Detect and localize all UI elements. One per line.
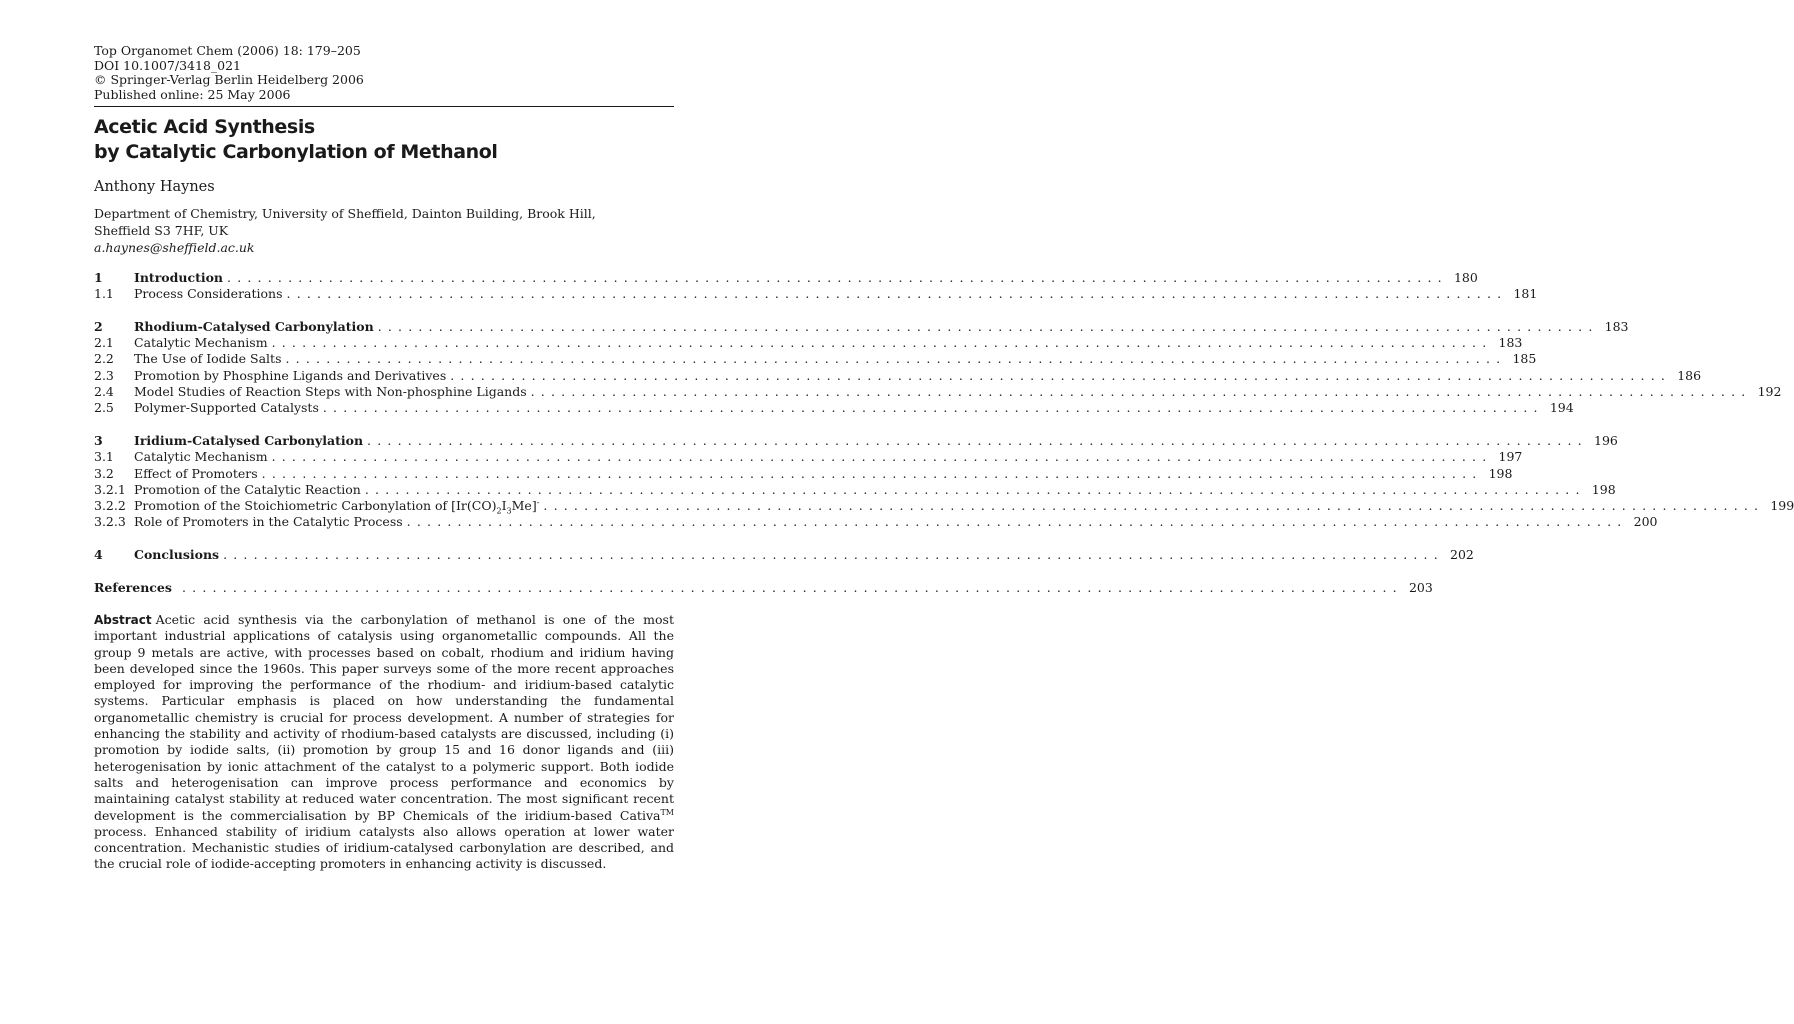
toc-title: Promotion by Phosphine Ligands and Derivatives	[134, 367, 447, 383]
toc-title: Conclusions	[134, 547, 220, 563]
subscript: 3	[506, 506, 512, 516]
toc-number: 2.4	[94, 384, 114, 400]
affiliation-line-1: Department of Chemistry, University of Sheffield, Dainton Building, Brook Hill,	[94, 206, 596, 221]
copyright: © Springer-Verlag Berlin Heidelberg 2006	[94, 72, 364, 87]
toc-leader: ........................................................................................................................	[227, 270, 1448, 285]
toc-title-part: I	[501, 498, 507, 514]
toc-number: 4	[94, 547, 103, 563]
toc-leader: ........................................................................................................................	[406, 514, 1628, 530]
header-rule	[94, 106, 674, 107]
toc-title: Process Considerations	[134, 286, 283, 302]
toc-page: 198	[1488, 465, 1513, 481]
author-name: Anthony Haynes	[94, 179, 215, 195]
toc-leader: ........................................................................................................................	[530, 384, 1752, 400]
toc-number: 3.1	[94, 449, 114, 465]
toc-title: References	[94, 579, 172, 595]
toc-entry[interactable]	[94, 351, 1537, 367]
toc-entry[interactable]	[94, 547, 1474, 563]
toc-spacer	[94, 417, 674, 433]
table-of-contents	[94, 270, 1794, 596]
abstract-label: Abstract	[94, 612, 152, 627]
toc-leader: ........................................................................................................................	[322, 400, 1544, 416]
toc-title	[134, 498, 543, 514]
toc-title: Iridium-Catalysed Carbonylation	[134, 432, 364, 448]
toc-title: Catalytic Mechanism	[134, 449, 268, 465]
toc-number: 2.1	[94, 335, 114, 351]
journal-citation: Top Organomet Chem (2006) 18: 179–205	[94, 43, 361, 58]
toc-entry[interactable]	[94, 498, 1794, 516]
paper-page	[94, 43, 1794, 873]
toc-page: 192	[1757, 384, 1782, 400]
toc-title: Catalytic Mechanism	[134, 335, 268, 351]
toc-leader: ........................................................................................................................	[261, 465, 1483, 481]
toc-spacer	[94, 303, 674, 319]
toc-entry[interactable]	[94, 318, 1629, 335]
toc-number: 2	[94, 318, 103, 334]
toc-page: 194	[1549, 400, 1574, 416]
toc-page: 197	[1498, 449, 1523, 465]
toc-entry[interactable]	[94, 579, 1433, 596]
journal-header	[94, 44, 674, 102]
toc-entry[interactable]	[94, 449, 1523, 465]
subscript: 2	[496, 506, 502, 516]
abstract	[94, 612, 674, 873]
toc-page: 200	[1633, 514, 1658, 530]
toc-leader: ........................................................................................................................	[286, 286, 1508, 302]
toc-number: 3.2.1	[94, 481, 126, 497]
toc-entry[interactable]	[94, 514, 1658, 530]
affiliation-line-2: Sheffield S3 7HF, UK	[94, 223, 229, 238]
toc-leader: ........................................................................................................................	[450, 367, 1672, 383]
toc-number: 1.1	[94, 286, 114, 302]
toc-entry[interactable]	[94, 400, 1574, 416]
toc-title: Effect of Promoters	[134, 465, 258, 481]
toc-page: 180	[1453, 270, 1478, 285]
toc-number: 2.3	[94, 367, 114, 383]
toc-title-part: Me]	[511, 498, 537, 514]
toc-number: 2.5	[94, 400, 114, 416]
toc-number: 3.2.2	[94, 498, 126, 514]
toc-title-part: Promotion of the Stoichiometric Carbonylation of [Ir(CO)	[134, 498, 497, 514]
toc-leader: ........................................................................................................................	[364, 481, 1586, 497]
toc-number: 3.2	[94, 465, 114, 481]
toc-title: Model Studies of Reaction Steps with Non-phosphine Ligands	[134, 384, 527, 400]
superscript: -	[536, 498, 540, 507]
toc-page: 199	[1770, 498, 1794, 514]
toc-page: 185	[1512, 351, 1537, 367]
toc-spacer	[94, 531, 674, 547]
toc-title: Rhodium-Catalysed Carbonylation	[134, 318, 374, 334]
toc-entry[interactable]	[94, 335, 1523, 351]
abstract-text-part-1: Acetic acid synthesis via the carbonylation of methanol is one of the most important industrial applications of catalysis using organometallic compounds. All the group 9 metals are active, with processes based on cobalt, rhodium and iridium having been developed since the 1960s. This paper surveys some of the more recent approaches employed for improving the performance of the rhodium- and iridium-based catalytic systems. Particular emphasis is placed on how understanding the fundamental organometallic chemistry is crucial for process development. A number of strategies for enhancing the stability and activity of rhodium-based catalysts are discussed, including (i) promotion by iodide salts, (ii) promotion by group 15 and 16 donor ligands and (iii) heterogenisation by ionic attachment of the catalyst to a polymeric support. Both iodide salts and heterogenisation can improve process performance and economics by maintaining catalyst stability at reduced water concentration. The most significant recent development is the commercialisation by BP Chemicals of the iridium-based Cativa	[94, 611, 674, 823]
toc-leader: ........................................................................................................................	[271, 335, 1493, 351]
toc-page: 203	[1408, 579, 1433, 595]
published-date: Published online: 25 May 2006	[94, 86, 291, 102]
paper-title	[94, 115, 674, 165]
toc-leader: ........................................................................................................................	[285, 351, 1507, 367]
title-line-1: Acetic Acid Synthesis	[94, 116, 315, 138]
toc-title: Introduction	[134, 270, 224, 285]
affiliation	[94, 205, 674, 256]
toc-page: 196	[1594, 432, 1618, 448]
toc-number: 3.2.3	[94, 514, 126, 530]
doi: DOI 10.1007/3418_021	[94, 57, 242, 73]
toc-page: 183	[1498, 335, 1523, 351]
toc-spacer	[94, 563, 674, 579]
toc-number: 2.2	[94, 351, 114, 367]
toc-page: 181	[1513, 286, 1538, 302]
toc-entry[interactable]	[94, 465, 1513, 482]
toc-entry[interactable]	[94, 270, 1478, 286]
toc-leader: ........................................................................................................................	[223, 547, 1444, 563]
toc-title: The Use of Iodide Salts	[134, 351, 282, 367]
author-email[interactable]: a.haynes@sheffield.ac.uk	[94, 240, 255, 255]
trademark-superscript: TM	[660, 807, 674, 817]
toc-leader: ........................................................................................................................	[182, 579, 1403, 595]
toc-number: 3	[94, 432, 103, 448]
toc-leader: ........................................................................................................................	[543, 498, 1765, 514]
toc-leader: ........................................................................................................................	[377, 318, 1599, 334]
toc-entry[interactable]	[94, 384, 1782, 400]
toc-leader: ........................................................................................................................	[367, 432, 1588, 448]
title-line-2: by Catalytic Carbonylation of Methanol	[94, 141, 498, 163]
toc-page: 198	[1591, 481, 1616, 497]
toc-leader: ........................................................................................................................	[271, 449, 1493, 465]
toc-entry[interactable]	[94, 367, 1702, 384]
toc-number: 1	[94, 270, 103, 285]
toc-entry[interactable]	[94, 481, 1616, 498]
toc-entry[interactable]	[94, 286, 1538, 302]
toc-page: 202	[1450, 547, 1474, 563]
abstract-text-part-2: process. Enhanced stability of iridium catalysts also allows operation at lower water concentration. Mechanistic studies of iridium-catalysed carbonylation are described, and the crucial role of iodide-accepting promoters in enhancing activity is discussed.	[94, 823, 674, 872]
toc-title: Promotion of the Catalytic Reaction	[134, 481, 361, 497]
toc-page: 186	[1677, 367, 1702, 383]
toc-title: Role of Promoters in the Catalytic Process	[134, 514, 403, 530]
toc-entry[interactable]	[94, 432, 1618, 449]
toc-title: Polymer-Supported Catalysts	[134, 400, 319, 416]
toc-page: 183	[1604, 318, 1629, 334]
